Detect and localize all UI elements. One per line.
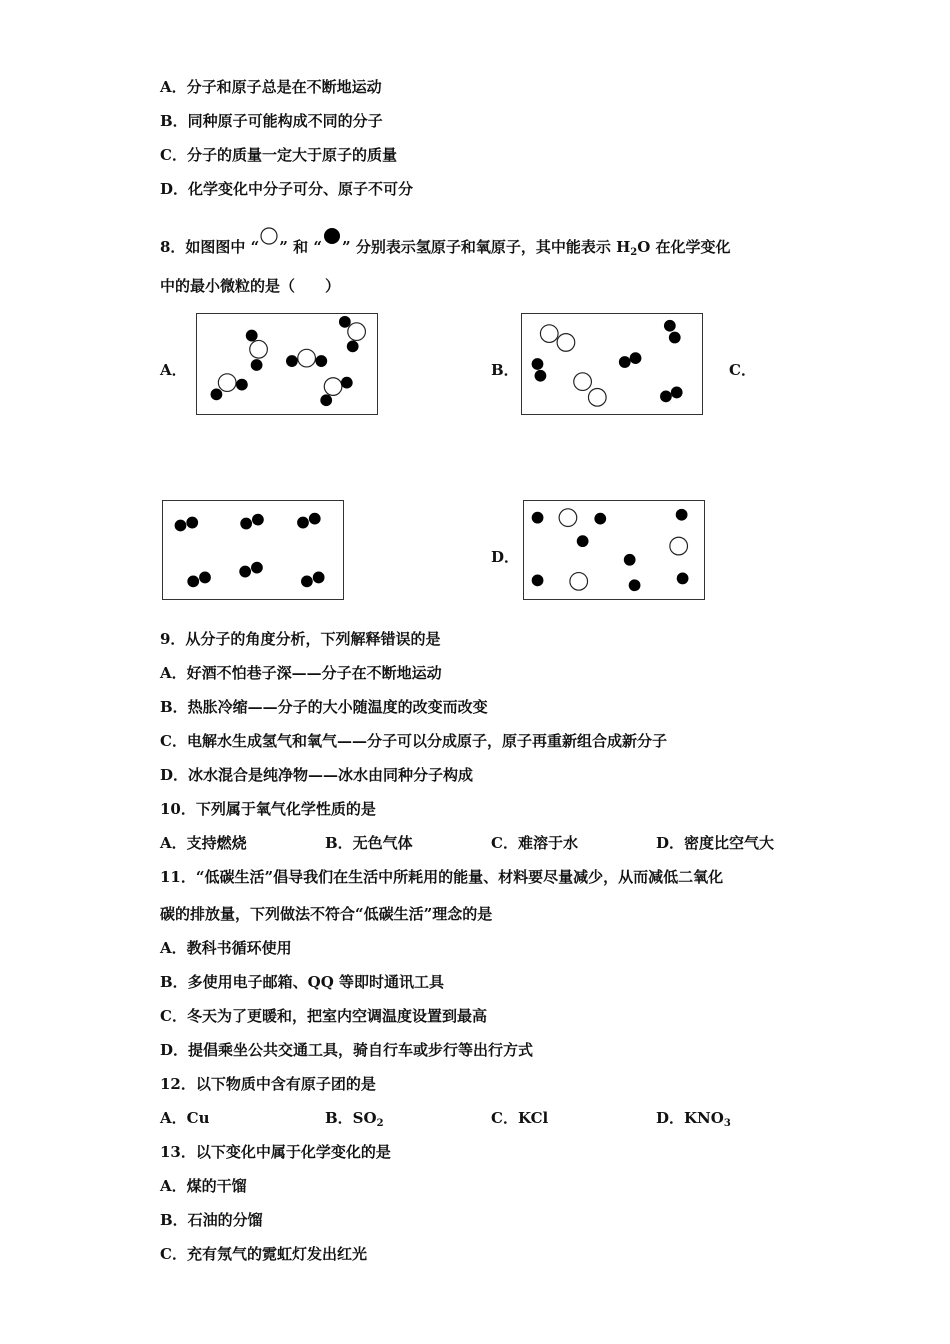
- oxygen-atom-icon: [322, 226, 342, 246]
- molecule: [339, 316, 365, 352]
- q10-option-c: C．难溶于水: [491, 834, 578, 852]
- q8-diagram-a-svg: [197, 314, 377, 414]
- q9-option-a: A．好酒不怕巷子深——分子在不断地运动: [160, 664, 442, 682]
- q12-option-d-main: D．KNO: [656, 1109, 724, 1127]
- oxygen-molecule: [664, 320, 681, 344]
- q8-label-d: D．: [491, 548, 520, 566]
- q8-diagram-a: [196, 313, 378, 415]
- q12-stem: 12．以下物质中含有原子团的是: [160, 1075, 376, 1093]
- hydrogen-atom: [559, 509, 577, 527]
- oxygen-atom: [624, 554, 636, 566]
- oxygen-molecule: [532, 358, 547, 382]
- q7-option-a: A．分子和原子总是在不断地运动: [160, 78, 382, 96]
- q8-stem-part4: O 在化学变化: [637, 238, 731, 256]
- q13-stem: 13．以下变化中属于化学变化的是: [160, 1143, 391, 1161]
- q13-option-a: A．煤的干馏: [160, 1177, 247, 1195]
- molecule: [286, 349, 327, 367]
- hydrogen-atom: [570, 573, 588, 591]
- q12-option-b-sub: 2: [376, 1118, 384, 1129]
- q12-option-d-sub: 3: [723, 1118, 731, 1129]
- q8-stem-line2: 中的最小微粒的是（ ）: [160, 277, 341, 295]
- oxygen-atom: [532, 512, 544, 524]
- q10-stem: 10．下列属于氧气化学性质的是: [160, 800, 376, 818]
- q11-option-b: B．多使用电子邮箱、QQ 等即时通讯工具: [160, 973, 445, 991]
- q11-option-a: A．教科书循环使用: [160, 939, 292, 957]
- q8-diagram-c-svg: [163, 501, 343, 599]
- q9-stem: 9．从分子的角度分析，下列解释错误的是: [160, 630, 441, 648]
- q7-option-b: B．同种原子可能构成不同的分子: [160, 112, 383, 130]
- q9-option-d: D．冰水混合是纯净物——冰水由同种分子构成: [160, 766, 474, 784]
- q8-diagram-c: [162, 500, 344, 600]
- q7-option-c: C．分子的质量一定大于原子的质量: [160, 146, 397, 164]
- oxygen-molecule: [187, 572, 211, 588]
- q11-option-c: C．冬天为了更暖和，把室内空调温度设置到最高: [160, 1007, 487, 1025]
- oxygen-atom: [676, 509, 688, 521]
- q8-label-b: B．: [491, 361, 519, 379]
- hydrogen-atom-icon: [259, 226, 279, 246]
- q8-diagram-d-svg: [524, 501, 704, 599]
- q8-diagram-b-svg: [522, 314, 702, 414]
- q8-stem-part3: ” 分别表示氢原子和氧原子，其中能表示 H: [342, 238, 631, 256]
- q10-option-d: D．密度比空气大: [656, 834, 775, 852]
- q13-option-b: B．石油的分馏: [160, 1211, 263, 1229]
- oxygen-molecule: [660, 387, 683, 403]
- oxygen-atom: [577, 535, 589, 547]
- molecule: [320, 377, 352, 406]
- q9-option-b: B．热胀冷缩——分子的大小随温度的改变而改变: [160, 698, 488, 716]
- q7-option-d: D．化学变化中分子可分、原子不可分: [160, 180, 414, 198]
- oxygen-molecule: [175, 517, 199, 532]
- q8-stem-part1: 8．如图图中 “: [160, 238, 260, 256]
- hydrogen-molecule: [540, 325, 574, 351]
- q12-option-d: [656, 1108, 731, 1134]
- q8-diagram-b: [521, 313, 703, 415]
- q8-label-c: C．: [729, 361, 756, 379]
- q12-option-b-main: B．SO: [325, 1109, 377, 1127]
- oxygen-molecule: [239, 562, 263, 578]
- oxygen-molecule: [240, 514, 264, 530]
- q8-stem-part2: ” 和 “: [279, 238, 322, 256]
- molecule: [211, 374, 248, 400]
- q13-option-c: C．充有氖气的霓虹灯发出红光: [160, 1245, 367, 1263]
- q8-stem-line1: [160, 226, 731, 263]
- oxygen-atom: [532, 575, 544, 587]
- q12-option-a: A．Cu: [160, 1109, 210, 1127]
- q10-option-a: A．支持燃烧: [160, 834, 247, 852]
- q8-stem-sub: 2: [630, 247, 638, 258]
- oxygen-atom: [594, 513, 606, 525]
- q11-stem-line1: 11．“低碳生活”倡导我们在生活中所耗用的能量、材料要尽量减少，从而减低二氧化: [160, 868, 724, 886]
- q12-option-c: C．KCl: [491, 1109, 549, 1127]
- q11-option-d: D．提倡乘坐公共交通工具，骑自行车或步行等出行方式: [160, 1041, 534, 1059]
- q9-option-c: C．电解水生成氢气和氧气——分子可以分成原子，原子再重新组合成新分子: [160, 732, 667, 750]
- q12-option-b: [325, 1108, 384, 1134]
- oxygen-molecule: [301, 572, 325, 588]
- hydrogen-atom: [670, 537, 688, 555]
- oxygen-atom: [629, 579, 641, 591]
- oxygen-atom: [677, 573, 689, 585]
- q8-label-a: A．: [160, 361, 187, 379]
- q8-diagram-d: [523, 500, 705, 600]
- oxygen-molecule: [619, 352, 642, 368]
- q10-option-b: B．无色气体: [325, 834, 413, 852]
- molecule: [246, 330, 268, 371]
- hydrogen-molecule: [574, 373, 606, 406]
- q11-stem-line2: 碳的排放量，下列做法不符合“低碳生活”理念的是: [160, 905, 493, 923]
- oxygen-molecule: [297, 513, 321, 529]
